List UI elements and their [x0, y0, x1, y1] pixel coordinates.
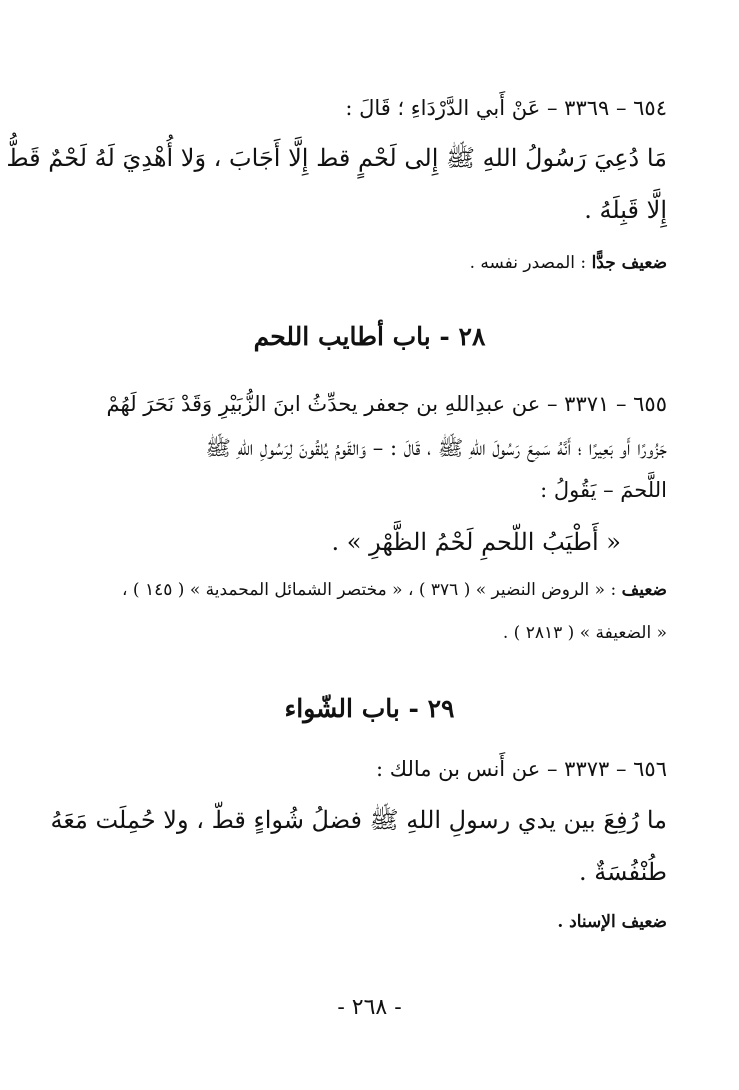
hadith-655-quote: « أَطْيَبُ اللّحمِ لَحْمُ الظَّهْرِ » .: [331, 528, 621, 556]
grade-source: : المصدر نفسه .: [469, 253, 592, 273]
hadith-656-text-line-2: طُنْفُسَةٌ .: [578, 858, 667, 886]
hadith-655-grade-line-2: « الضعيفة » ( ٢٨١٣ ) .: [502, 623, 667, 643]
hadith-656-header: ٦٥٦ – ٣٣٧٣ – عن أَنس بن مالك :: [376, 757, 667, 781]
hadith-655-line-3: اللَّحمَ – يَقُولُ :: [540, 478, 667, 502]
hadith-656-grade: ضعيف الإسناد .: [557, 912, 667, 932]
hadith-654-grade: [70, 253, 667, 273]
chapter-28-title: ٢٨ - باب أطايب اللحم: [253, 322, 486, 351]
grade-sources: : « الروض النضير » ( ٣٧٦ ) ، « مختصر الشمائل المحمدية » ( ١٤٥ ) ،: [122, 580, 622, 600]
page-number: - ٢٦٨ -: [337, 995, 402, 1020]
grade-label: ضعيف جدًّا: [591, 253, 667, 273]
grade-label: ضعيف: [621, 580, 667, 600]
hadith-656-text-line-1: ما رُفِعَ بين يدي رسولِ اللهِ ﷺ فضلُ شُواءٍ قطّ ، ولا حُمِلَت مَعَهُ: [50, 806, 667, 834]
hadith-655-line-2: جَزُورًا أَو بَعِيرًا ؛ أَنَّهُ سَمِعَ رَسُولَ اللهِ ﷺ ، قَالَ : – وَالقَومُ يُلقُونَ لِرَسُولِ اللهِ ﷺ: [205, 436, 667, 460]
hadith-655-grade-line-1: [70, 580, 667, 600]
hadith-655-line-1: ٦٥٥ – ٣٣٧١ – عن عبدِاللهِ بن جعفر يحدِّثُ ابنَ الزُّبَيْرِ وَقَدْ نَحَرَ لَهُمْ: [106, 392, 667, 416]
chapter-29-title: ٢٩ - باب الشّواء: [284, 694, 455, 723]
hadith-654-header: ٦٥٤ – ٣٣٦٩ – عَنْ أَبي الدَّرْدَاءِ ؛ قَالَ :: [345, 96, 667, 120]
hadith-654-text-line-2: إِلَّا قَبِلَهُ .: [584, 196, 667, 224]
hadith-654-text-line-1: مَا دُعِيَ رَسُولُ اللهِ ﷺ إِلى لَحْمٍ قط إِلَّا أَجَابَ ، وَلا أُهْدِيَ لَهُ لَحْمٌ قَطُّ: [6, 144, 667, 172]
